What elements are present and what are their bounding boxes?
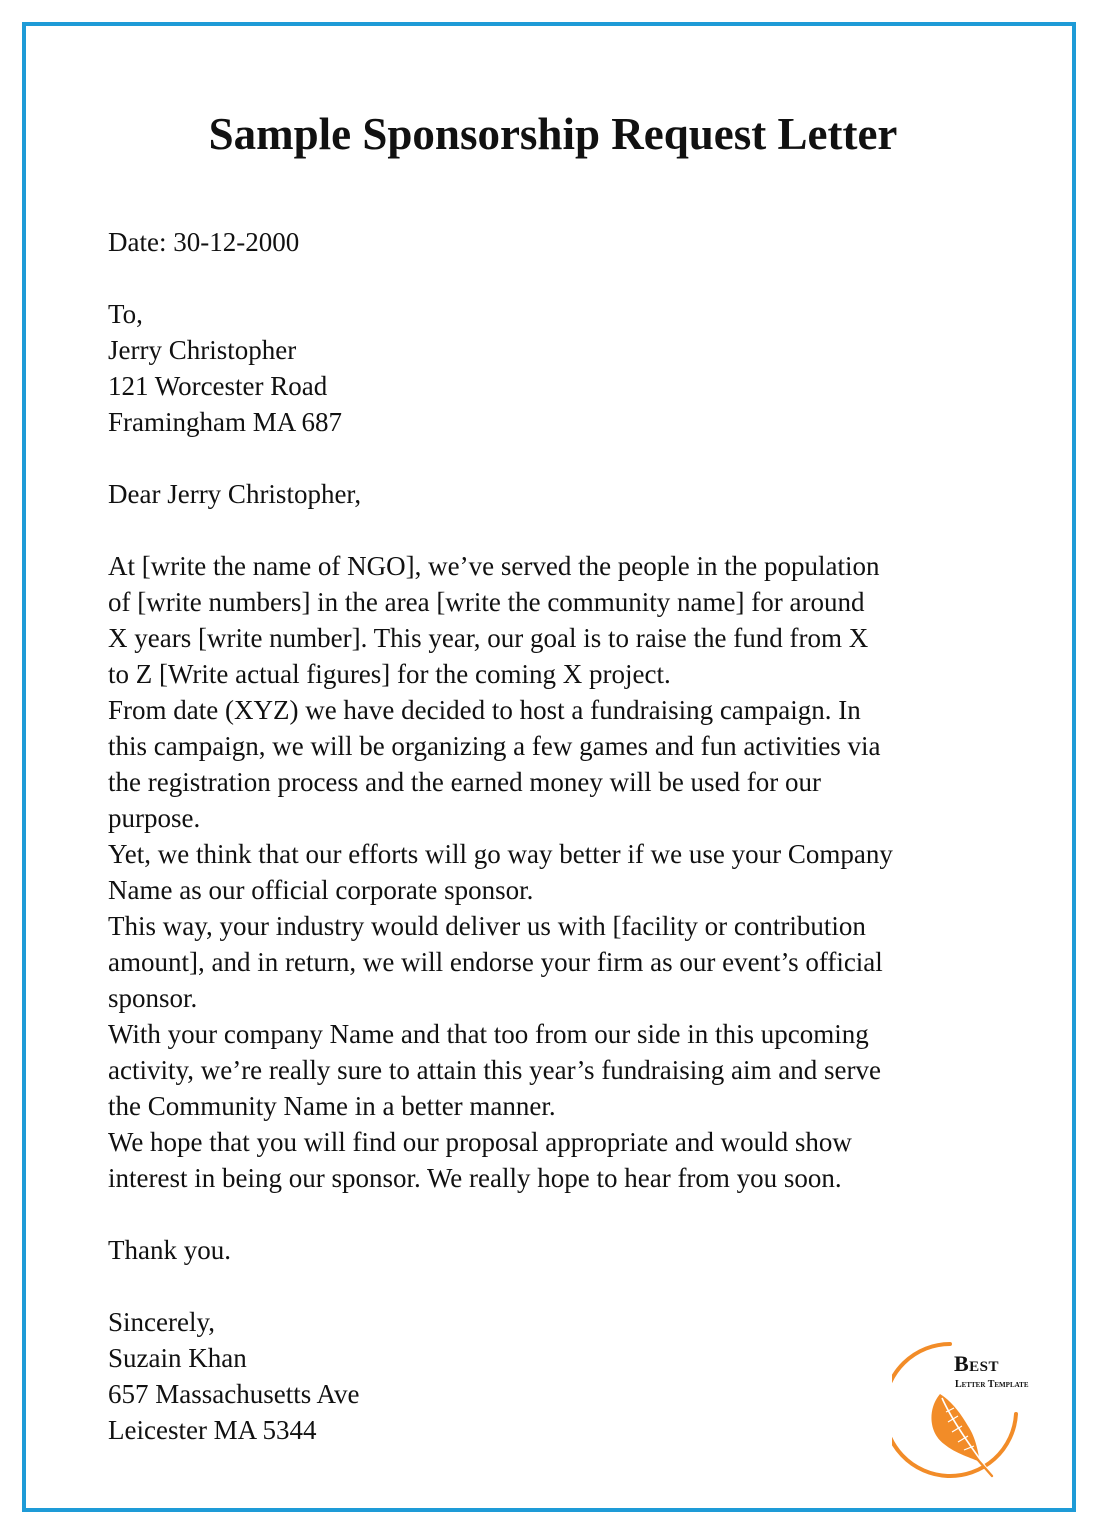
salutation: Dear Jerry Christopher, xyxy=(108,479,362,509)
body-line: activity, we’re really sure to attain this year’s fundraising aim and serve xyxy=(108,1055,881,1085)
logo-brand-text: Best xyxy=(954,1351,1000,1376)
letter-title: Sample Sponsorship Request Letter xyxy=(208,109,898,159)
spacer xyxy=(108,1268,1008,1304)
body-line: sponsor. xyxy=(108,983,198,1013)
feather-quill-icon xyxy=(931,1394,992,1476)
body-line: the registration process and the earned money will be used for our xyxy=(108,767,822,797)
body-line: We hope that you will find our proposal appropriate and would show xyxy=(108,1127,852,1157)
body-line: At [write the name of NGO], we’ve served the people in the population xyxy=(108,551,880,581)
closing: Sincerely, xyxy=(108,1307,215,1337)
body-line: This way, your industry would deliver us with [facility or contribution xyxy=(108,911,866,941)
recipient-name: Jerry Christopher xyxy=(108,335,297,365)
body-line: of [write numbers] in the area [write the community name] for around xyxy=(108,587,865,617)
body-line: Name as our official corporate sponsor. xyxy=(108,875,534,905)
logo-subtitle-text: Letter Template xyxy=(955,1379,1029,1390)
sender-name: Suzain Khan xyxy=(108,1343,247,1373)
spacer xyxy=(108,1196,1008,1232)
body-line: interest in being our sponsor. We really hope to hear from you soon. xyxy=(108,1163,842,1193)
body-line: Yet, we think that our efforts will go way better if we use your Company xyxy=(108,839,893,869)
body-line: this campaign, we will be organizing a few games and fun activities via xyxy=(108,731,881,761)
body-line: to Z [Write actual figures] for the coming X project. xyxy=(108,659,671,689)
recipient-city: Framingham MA 687 xyxy=(108,407,342,437)
recipient-street: 121 Worcester Road xyxy=(108,371,328,401)
recipient-block xyxy=(108,296,1008,440)
body-line: purpose. xyxy=(108,803,201,833)
sender-city: Leicester MA 5344 xyxy=(108,1415,317,1445)
body-line: the Community Name in a better manner. xyxy=(108,1091,556,1121)
body-line: With your company Name and that too from our side in this upcoming xyxy=(108,1019,869,1049)
date-line: Date: 30-12-2000 xyxy=(108,227,300,257)
thanks-line: Thank you. xyxy=(108,1235,231,1265)
body-paragraphs xyxy=(108,548,1008,1196)
letter-body xyxy=(108,224,1008,1448)
body-line: amount], and in return, we will endorse your firm as our event’s official xyxy=(108,947,883,977)
recipient-line: To, xyxy=(108,299,143,329)
body-line: From date (XYZ) we have decided to host a fundraising campaign. In xyxy=(108,695,861,725)
spacer xyxy=(108,512,1008,548)
body-line: X years [write number]. This year, our goal is to raise the fund from X xyxy=(108,623,869,653)
spacer xyxy=(108,440,1008,476)
spacer xyxy=(108,260,1008,296)
sender-street: 657 Massachusetts Ave xyxy=(108,1379,360,1409)
signature-block xyxy=(108,1304,1008,1448)
